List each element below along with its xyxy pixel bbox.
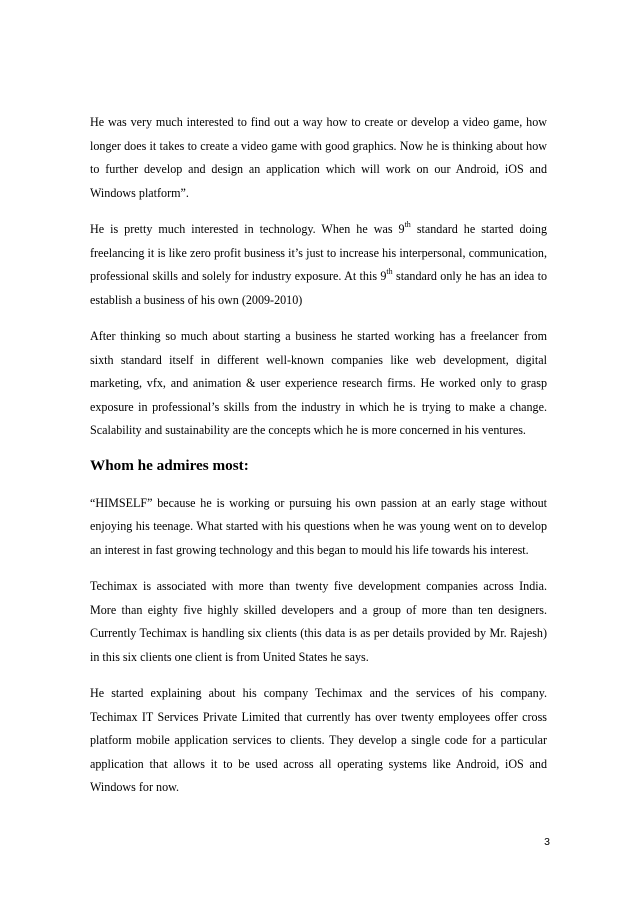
paragraph-text: standard he started doing freelancing it is like zero profit business it’s just to increase his interpersonal, communication, professional skills and solely for industry exposure. At this 9 [90,222,547,283]
page-body [90,111,547,813]
paragraph-text: standard only he has an idea to establish a business of his own (2009-2010) [90,269,547,307]
paragraph-video-game: He was very much interested to find out a way how to create or develop a video game, how longer does it takes to create a video game with good graphics. Now he is thinking about how to further develop and design an application which will work on our Android, iOS and Windows platform”. [90,115,547,200]
page-number: 3 [544,836,550,848]
superscript: th [386,266,393,276]
section-heading: Whom he admires most: [90,456,249,474]
paragraph-himself: “HIMSELF” because he is working or pursuing his own passion at an early stage without enjoying his teenage. What started with his questions when he was young went on to develop an interest in fast growing technology and this began to mould his life towards his interest. [90,495,547,557]
superscript: th [404,219,411,229]
paragraph-technology-interest [90,218,547,312]
paragraph-techimax-services: He started explaining about his company Techimax and the services of his company. Techimax IT Services Private Limited that currently has over twenty employees offer cross platform mobile application services to clients. They develop a single code for a particular application that allows it to be used across all operating systems like Android, iOS and Windows for now. [90,686,547,794]
paragraph-freelancer: After thinking so much about starting a business he started working has a freelancer from sixth standard itself in different well-known companies like web development, digital marketing, vfx, and animation & user experience research firms. He worked only to grasp exposure in professional’s skills from the industry in which he is trying to make a change. Scalability and sustainability are the concepts which he is more concerned in his ventures. [90,329,547,437]
paragraph-techimax-association: Techimax is associated with more than twenty five development companies across India. More than eighty five highly skilled developers and a group of more than ten designers. Currently Techimax is handling six clients (this data is as per details provided by Mr. Rajesh) in this six clients one client is from United States he says. [90,579,547,664]
paragraph-text: He is pretty much interested in technology. When he was 9 [90,222,405,236]
